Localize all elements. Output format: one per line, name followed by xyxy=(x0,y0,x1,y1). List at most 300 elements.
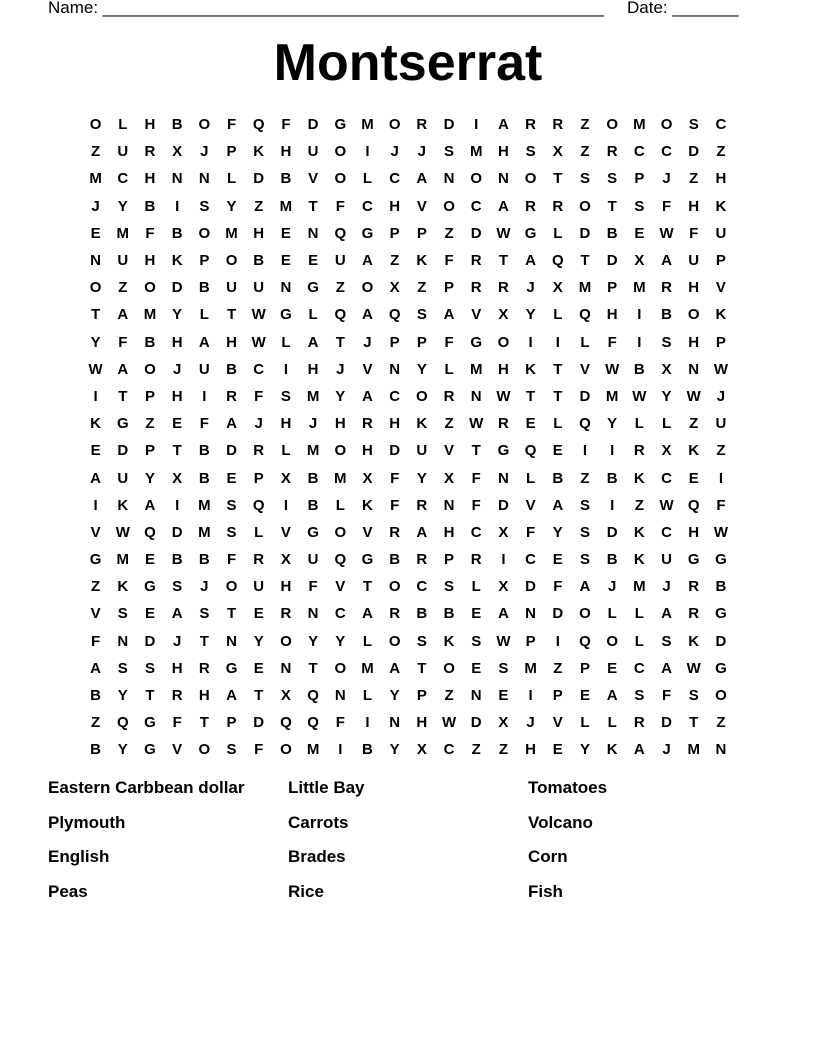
grid-letter[interactable]: O xyxy=(89,279,102,297)
grid-letter[interactable]: G xyxy=(144,714,156,732)
grid-letter[interactable]: R xyxy=(688,605,700,623)
grid-letter[interactable]: Z xyxy=(390,252,400,270)
grid-letter[interactable]: G xyxy=(361,224,374,242)
grid-letter[interactable]: I xyxy=(582,442,588,460)
grid-letter[interactable]: H xyxy=(171,387,183,405)
grid-letter[interactable]: W xyxy=(713,523,728,541)
grid-letter[interactable]: S xyxy=(226,523,237,541)
grid-letter[interactable]: S xyxy=(444,578,455,596)
grid-letter[interactable]: N xyxy=(280,659,292,677)
grid-letter[interactable]: N xyxy=(470,387,482,405)
grid-letter[interactable]: L xyxy=(634,605,644,623)
grid-letter[interactable]: G xyxy=(334,116,347,134)
grid-letter[interactable]: N xyxy=(307,224,319,242)
grid-letter[interactable]: E xyxy=(552,442,563,460)
grid-letter[interactable]: K xyxy=(525,360,537,378)
grid-letter[interactable]: L xyxy=(308,306,318,324)
grid-letter[interactable]: E xyxy=(552,741,563,759)
grid-letter[interactable]: U xyxy=(688,252,700,270)
grid-letter[interactable]: E xyxy=(607,659,618,677)
grid-letter[interactable]: Z xyxy=(471,741,481,759)
grid-letter[interactable]: J xyxy=(254,415,263,433)
grid-letter[interactable]: O xyxy=(280,632,292,650)
grid-letter[interactable]: X xyxy=(172,143,183,161)
grid-letter[interactable]: A xyxy=(497,605,509,623)
grid-letter[interactable]: X xyxy=(280,687,291,705)
grid-letter[interactable]: E xyxy=(280,252,291,270)
grid-letter[interactable]: Z xyxy=(689,170,699,188)
grid-letter[interactable]: R xyxy=(633,714,645,732)
grid-letter[interactable]: E xyxy=(144,605,155,623)
grid-letter[interactable]: O xyxy=(361,279,374,297)
grid-letter[interactable]: E xyxy=(308,252,319,270)
grid-letter[interactable]: A xyxy=(144,496,156,514)
grid-letter[interactable]: H xyxy=(416,714,428,732)
grid-letter[interactable]: K xyxy=(688,632,700,650)
grid-letter[interactable]: E xyxy=(471,605,482,623)
grid-letter[interactable]: M xyxy=(143,306,157,324)
grid-letter[interactable]: Y xyxy=(117,197,128,215)
grid-letter[interactable]: T xyxy=(607,197,617,215)
grid-letter[interactable]: L xyxy=(444,360,454,378)
grid-letter[interactable]: X xyxy=(552,279,563,297)
grid-letter[interactable]: L xyxy=(471,578,481,596)
grid-letter[interactable]: N xyxy=(470,687,482,705)
grid-letter[interactable]: F xyxy=(444,333,454,351)
grid-letter[interactable]: I xyxy=(637,306,642,324)
grid-letter[interactable]: B xyxy=(606,224,618,242)
grid-letter[interactable]: P xyxy=(444,551,455,569)
grid-letter[interactable]: F xyxy=(308,578,318,596)
grid-letter[interactable]: G xyxy=(116,415,129,433)
grid-letter[interactable]: O xyxy=(687,306,700,324)
grid-letter[interactable]: H xyxy=(688,333,700,351)
grid-letter[interactable]: D xyxy=(117,442,129,460)
grid-letter[interactable]: J xyxy=(417,143,427,161)
grid-letter[interactable]: S xyxy=(199,605,210,623)
grid-letter[interactable]: L xyxy=(362,687,373,705)
grid-letter[interactable]: W xyxy=(469,415,484,433)
grid-letter[interactable]: Y xyxy=(552,523,563,541)
grid-letter[interactable]: K xyxy=(633,523,645,541)
grid-letter[interactable]: S xyxy=(199,197,210,215)
grid-letter[interactable]: G xyxy=(307,523,319,541)
grid-letter[interactable]: V xyxy=(308,170,319,188)
grid-letter[interactable]: B xyxy=(661,306,672,324)
grid-letter[interactable]: R xyxy=(171,687,183,705)
grid-letter[interactable]: R xyxy=(552,197,564,215)
grid-letter[interactable]: K xyxy=(117,578,129,596)
grid-letter[interactable]: T xyxy=(471,442,481,460)
grid-letter[interactable]: J xyxy=(607,578,617,596)
grid-letter[interactable]: D xyxy=(661,714,672,732)
grid-letter[interactable]: P xyxy=(199,252,210,270)
grid-letter[interactable]: R xyxy=(552,116,564,134)
grid-letter[interactable]: O xyxy=(524,170,537,188)
grid-letter[interactable]: P xyxy=(389,224,400,242)
grid-letter[interactable]: Y xyxy=(389,687,400,705)
grid-letter[interactable]: O xyxy=(334,143,347,161)
grid-letter[interactable]: Z xyxy=(580,116,590,134)
grid-letter[interactable]: T xyxy=(335,333,345,351)
grid-letter[interactable]: M xyxy=(116,224,130,242)
grid-letter[interactable]: Q xyxy=(307,687,319,705)
grid-letter[interactable]: T xyxy=(254,687,264,705)
date-field-label[interactable]: Date: _______ xyxy=(627,0,739,17)
grid-letter[interactable]: L xyxy=(634,632,644,650)
grid-letter[interactable]: R xyxy=(362,415,373,433)
grid-letter[interactable]: I xyxy=(365,143,370,161)
grid-letter[interactable]: T xyxy=(362,578,373,596)
grid-letter[interactable]: T xyxy=(308,197,318,215)
grid-letter[interactable]: D xyxy=(144,632,156,650)
grid-letter[interactable]: N xyxy=(688,360,700,378)
grid-letter[interactable]: R xyxy=(497,279,509,297)
grid-letter[interactable]: W xyxy=(686,387,701,405)
grid-letter[interactable]: I xyxy=(93,387,98,405)
grid-letter[interactable]: G xyxy=(524,224,537,242)
grid-letter[interactable]: P xyxy=(579,659,590,677)
grid-letter[interactable]: E xyxy=(90,442,101,460)
grid-letter[interactable]: H xyxy=(198,687,210,705)
grid-letter[interactable]: L xyxy=(634,415,644,433)
grid-letter[interactable]: F xyxy=(526,523,536,541)
grid-letter[interactable]: M xyxy=(361,659,374,677)
grid-letter[interactable]: F xyxy=(661,687,672,705)
grid-letter[interactable]: J xyxy=(91,197,100,215)
grid-letter[interactable]: X xyxy=(634,252,645,270)
grid-letter[interactable]: M xyxy=(334,469,347,487)
grid-letter[interactable]: N xyxy=(389,360,401,378)
grid-letter[interactable]: O xyxy=(388,116,401,134)
grid-letter[interactable]: Y xyxy=(335,632,346,650)
grid-letter[interactable]: F xyxy=(661,197,672,215)
grid-letter[interactable]: Q xyxy=(524,442,537,460)
grid-letter[interactable]: B xyxy=(552,469,564,487)
grid-letter[interactable]: V xyxy=(471,306,482,324)
grid-letter[interactable]: A xyxy=(90,469,102,487)
grid-letter[interactable]: C xyxy=(470,197,482,215)
grid-letter[interactable]: S xyxy=(607,170,618,188)
grid-letter[interactable]: L xyxy=(281,333,291,351)
grid-letter[interactable]: P xyxy=(416,687,427,705)
grid-letter[interactable]: X xyxy=(498,714,509,732)
grid-letter[interactable]: A xyxy=(362,387,373,405)
grid-letter[interactable]: P xyxy=(226,714,237,732)
grid-letter[interactable]: A xyxy=(117,306,129,324)
grid-letter[interactable]: F xyxy=(145,224,155,242)
grid-letter[interactable]: F xyxy=(281,116,291,134)
grid-letter[interactable]: G xyxy=(715,605,727,623)
grid-letter[interactable]: C xyxy=(661,469,672,487)
grid-letter[interactable]: B xyxy=(416,605,428,623)
grid-letter[interactable]: R xyxy=(525,116,537,134)
grid-letter[interactable]: A xyxy=(661,605,672,623)
grid-letter[interactable]: P xyxy=(715,333,726,351)
grid-letter[interactable]: W xyxy=(88,360,103,378)
grid-letter[interactable]: B xyxy=(90,741,102,759)
grid-letter[interactable]: V xyxy=(172,741,183,759)
grid-letter[interactable]: H xyxy=(715,170,727,188)
grid-letter[interactable]: R xyxy=(416,551,428,569)
grid-letter[interactable]: M xyxy=(116,551,130,569)
grid-letter[interactable]: C xyxy=(389,170,401,188)
grid-letter[interactable]: V xyxy=(362,360,373,378)
grid-letter[interactable]: A xyxy=(443,306,455,324)
grid-letter[interactable]: B xyxy=(307,469,319,487)
grid-letter[interactable]: E xyxy=(634,224,645,242)
grid-letter[interactable]: A xyxy=(362,605,373,623)
grid-letter[interactable]: R xyxy=(389,605,401,623)
grid-letter[interactable]: Z xyxy=(444,224,454,242)
grid-letter[interactable]: K xyxy=(715,306,727,324)
grid-letter[interactable]: F xyxy=(471,496,481,514)
grid-letter[interactable]: F xyxy=(390,469,400,487)
grid-letter[interactable]: B xyxy=(715,578,727,596)
grid-letter[interactable]: M xyxy=(524,659,537,677)
grid-letter[interactable]: W xyxy=(115,523,130,541)
grid-letter[interactable]: T xyxy=(308,659,318,677)
grid-letter[interactable]: V xyxy=(362,523,373,541)
grid-letter[interactable]: I xyxy=(528,687,533,705)
grid-letter[interactable]: T xyxy=(553,360,563,378)
grid-letter[interactable]: B xyxy=(389,551,401,569)
grid-letter[interactable]: E xyxy=(144,551,155,569)
grid-letter[interactable]: X xyxy=(498,578,509,596)
grid-letter[interactable]: Y xyxy=(525,306,536,324)
grid-letter[interactable]: F xyxy=(471,469,481,487)
grid-letter[interactable]: O xyxy=(606,116,618,134)
grid-letter[interactable]: N xyxy=(198,170,210,188)
grid-letter[interactable]: O xyxy=(497,333,510,351)
grid-letter[interactable]: B xyxy=(307,496,319,514)
grid-letter[interactable]: J xyxy=(200,143,209,161)
grid-letter[interactable]: E xyxy=(552,551,563,569)
grid-letter[interactable]: P xyxy=(144,442,155,460)
grid-letter[interactable]: F xyxy=(118,333,128,351)
grid-letter[interactable]: F xyxy=(390,496,400,514)
grid-letter[interactable]: Q xyxy=(334,551,347,569)
grid-letter[interactable]: B xyxy=(144,197,156,215)
grid-letter[interactable]: P xyxy=(444,279,455,297)
grid-letter[interactable]: K xyxy=(362,496,373,514)
grid-letter[interactable]: P xyxy=(389,333,400,351)
grid-letter[interactable]: T xyxy=(553,387,563,405)
grid-letter[interactable]: U xyxy=(226,279,237,297)
grid-letter[interactable]: X xyxy=(661,442,672,460)
grid-letter[interactable]: Z xyxy=(580,143,590,161)
grid-letter[interactable]: V xyxy=(552,714,563,732)
grid-letter[interactable]: M xyxy=(633,279,646,297)
grid-letter[interactable]: Q xyxy=(252,496,265,514)
grid-letter[interactable]: Y xyxy=(117,741,128,759)
grid-letter[interactable]: O xyxy=(388,632,401,650)
grid-letter[interactable]: G xyxy=(144,741,156,759)
grid-letter[interactable]: N xyxy=(389,714,401,732)
grid-letter[interactable]: X xyxy=(362,469,373,487)
grid-letter[interactable]: Y xyxy=(226,197,237,215)
grid-letter[interactable]: R xyxy=(443,387,455,405)
grid-letter[interactable]: P xyxy=(715,252,726,270)
grid-letter[interactable]: V xyxy=(335,578,346,596)
grid-letter[interactable]: I xyxy=(637,333,642,351)
grid-letter[interactable]: H xyxy=(171,659,183,677)
grid-letter[interactable]: H xyxy=(688,523,700,541)
grid-letter[interactable]: L xyxy=(362,170,373,188)
grid-letter[interactable]: M xyxy=(605,387,619,405)
grid-letter[interactable]: D xyxy=(579,387,591,405)
grid-letter[interactable]: I xyxy=(474,116,479,134)
grid-letter[interactable]: G xyxy=(144,578,156,596)
grid-letter[interactable]: Q xyxy=(334,306,347,324)
grid-letter[interactable]: Y xyxy=(90,333,101,351)
grid-letter[interactable]: V xyxy=(525,496,536,514)
grid-letter[interactable]: W xyxy=(251,306,266,324)
grid-letter[interactable]: Y xyxy=(335,387,346,405)
grid-letter[interactable]: F xyxy=(689,224,699,242)
grid-letter[interactable]: W xyxy=(496,224,511,242)
grid-letter[interactable]: O xyxy=(606,632,618,650)
grid-letter[interactable]: A xyxy=(497,116,509,134)
grid-letter[interactable]: T xyxy=(226,306,237,324)
grid-letter[interactable]: I xyxy=(93,496,98,514)
grid-letter[interactable]: F xyxy=(226,551,237,569)
grid-letter[interactable]: G xyxy=(715,659,727,677)
grid-letter[interactable]: C xyxy=(715,116,727,134)
grid-letter[interactable]: S xyxy=(634,687,645,705)
grid-letter[interactable]: A xyxy=(525,252,537,270)
grid-letter[interactable]: F xyxy=(553,578,563,596)
grid-letter[interactable]: C xyxy=(334,605,346,623)
grid-letter[interactable]: L xyxy=(607,714,617,732)
grid-letter[interactable]: H xyxy=(389,197,401,215)
grid-letter[interactable]: A xyxy=(389,659,401,677)
grid-letter[interactable]: T xyxy=(199,632,209,650)
grid-letter[interactable]: O xyxy=(579,197,591,215)
grid-letter[interactable]: B xyxy=(362,741,373,759)
grid-letter[interactable]: W xyxy=(659,224,674,242)
grid-letter[interactable]: N xyxy=(334,687,346,705)
grid-letter[interactable]: E xyxy=(226,469,237,487)
grid-letter[interactable]: Z xyxy=(553,659,563,677)
grid-letter[interactable]: D xyxy=(253,714,265,732)
grid-letter[interactable]: T xyxy=(526,387,536,405)
grid-letter[interactable]: S xyxy=(688,687,699,705)
grid-letter[interactable]: R xyxy=(470,252,482,270)
grid-letter[interactable]: I xyxy=(528,333,533,351)
grid-letter[interactable]: B xyxy=(144,333,156,351)
grid-letter[interactable]: C xyxy=(525,551,537,569)
grid-letter[interactable]: T xyxy=(199,714,209,732)
grid-letter[interactable]: I xyxy=(202,387,207,405)
grid-letter[interactable]: Z xyxy=(91,143,101,161)
grid-letter[interactable]: T xyxy=(498,252,508,270)
grid-letter[interactable]: J xyxy=(336,360,345,378)
grid-letter[interactable]: H xyxy=(688,197,700,215)
grid-letter[interactable]: I xyxy=(555,333,560,351)
grid-letter[interactable]: R xyxy=(633,442,645,460)
grid-letter[interactable]: L xyxy=(118,116,128,134)
grid-letter[interactable]: T xyxy=(580,252,590,270)
grid-letter[interactable]: O xyxy=(334,170,347,188)
grid-letter[interactable]: N xyxy=(443,170,455,188)
grid-letter[interactable]: D xyxy=(606,252,618,270)
grid-letter[interactable]: C xyxy=(253,360,265,378)
grid-letter[interactable]: P xyxy=(253,469,264,487)
grid-letter[interactable]: C xyxy=(633,659,645,677)
grid-letter[interactable]: K xyxy=(253,143,265,161)
grid-letter[interactable]: W xyxy=(686,659,701,677)
grid-letter[interactable]: C xyxy=(389,387,401,405)
grid-letter[interactable]: S xyxy=(444,143,455,161)
grid-letter[interactable]: W xyxy=(441,714,457,732)
grid-letter[interactable]: E xyxy=(525,415,536,433)
grid-letter[interactable]: G xyxy=(715,551,727,569)
grid-letter[interactable]: U xyxy=(117,469,129,487)
grid-letter[interactable]: T xyxy=(118,387,128,405)
grid-letter[interactable]: N xyxy=(226,632,237,650)
grid-letter[interactable]: K xyxy=(606,741,618,759)
grid-letter[interactable]: S xyxy=(117,659,128,677)
grid-letter[interactable]: E xyxy=(688,469,699,487)
grid-letter[interactable]: G xyxy=(280,306,292,324)
grid-letter[interactable]: R xyxy=(470,551,482,569)
grid-letter[interactable]: S xyxy=(525,143,536,161)
grid-letter[interactable]: L xyxy=(553,224,563,242)
grid-letter[interactable]: U xyxy=(416,442,428,460)
grid-letter[interactable]: X xyxy=(498,306,509,324)
grid-letter[interactable]: G xyxy=(497,442,510,460)
grid-letter[interactable]: C xyxy=(470,523,482,541)
grid-letter[interactable]: U xyxy=(117,252,129,270)
grid-letter[interactable]: U xyxy=(253,279,265,297)
grid-letter[interactable]: O xyxy=(715,687,727,705)
grid-letter[interactable]: X xyxy=(280,469,291,487)
grid-letter[interactable]: M xyxy=(225,224,238,242)
grid-letter[interactable]: N xyxy=(117,632,129,650)
grid-letter[interactable]: B xyxy=(280,170,292,188)
grid-letter[interactable]: N xyxy=(443,496,455,514)
grid-letter[interactable]: R xyxy=(661,279,672,297)
grid-letter[interactable]: Q xyxy=(579,415,591,433)
grid-letter[interactable]: C xyxy=(362,197,373,215)
grid-letter[interactable]: O xyxy=(198,741,211,759)
grid-letter[interactable]: E xyxy=(471,659,482,677)
grid-letter[interactable]: D xyxy=(171,523,183,541)
grid-letter[interactable]: H xyxy=(144,252,156,270)
grid-letter[interactable]: Z xyxy=(417,279,427,297)
grid-letter[interactable]: M xyxy=(306,741,320,759)
grid-letter[interactable]: F xyxy=(607,333,617,351)
grid-letter[interactable]: M xyxy=(469,360,483,378)
grid-letter[interactable]: B xyxy=(198,279,210,297)
grid-letter[interactable]: J xyxy=(662,170,671,188)
grid-letter[interactable]: N xyxy=(715,741,727,759)
grid-letter[interactable]: H xyxy=(280,578,292,596)
grid-letter[interactable]: K xyxy=(633,469,645,487)
grid-letter[interactable]: A xyxy=(226,687,237,705)
grid-letter[interactable]: S xyxy=(280,387,291,405)
grid-letter[interactable]: I xyxy=(501,551,506,569)
grid-letter[interactable]: G xyxy=(89,551,102,569)
grid-letter[interactable]: M xyxy=(633,116,646,134)
grid-letter[interactable]: S xyxy=(634,197,645,215)
grid-letter[interactable]: Y xyxy=(607,415,618,433)
grid-letter[interactable]: Q xyxy=(116,714,129,732)
grid-letter[interactable]: B xyxy=(90,687,102,705)
grid-letter[interactable]: X xyxy=(389,279,400,297)
grid-letter[interactable]: A xyxy=(579,578,591,596)
